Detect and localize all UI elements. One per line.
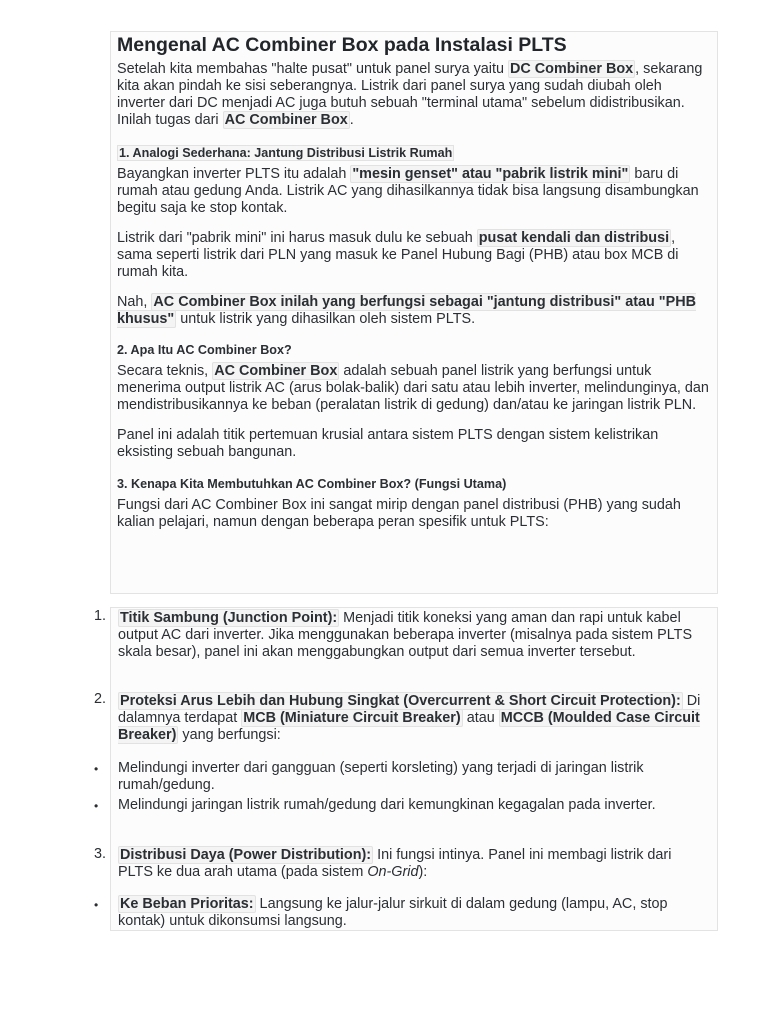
bullet-1-text: Melindungi inverter dari gangguan (seperti korsleting) yang terjadi di jaringan listrik rumah/gedung. [118,760,644,793]
intro-text-1: Setelah kita membahas "halte pusat" untuk panel surya yaitu [117,61,508,77]
section-2-paragraph-2: Panel ini adalah titik pertemuan krusial antara sistem PLTS dengan sistem kelistrikan eksisting sebuah bangunan. [117,427,659,460]
list-item-2-text-1: Di dalamnya terdapat [118,693,701,726]
s1p2-highlight: pusat kendali dan distribusi [478,230,670,246]
list-item-3-text-2: ): [418,864,428,880]
power-distribution-highlight: Distribusi Daya (Power Distribution): [120,847,372,863]
bullet-2-icon: • [94,799,99,813]
mcb-highlight: MCB (Miniature Circuit Breaker) [243,710,461,726]
section-1-heading [117,146,711,161]
list-item-2-text-3: yang berfungsi: [178,727,281,743]
list-item-1-body: Menjadi titik koneksi yang aman dan rapi untuk kabel output AC dari inverter. Jika menggunakan beberapa inverter (misalnya pada sistem PLTS skala besar), panel ini akan menggabungkan output dari semua inverter tersebut. [118,610,693,660]
list-item-3-text [118,847,708,881]
section-1-heading-text: 1. Analogi Sederhana: Jantung Distribusi Listrik Rumah [119,146,453,160]
intro-text-3: . [349,112,354,128]
ac-combiner-box-highlight: AC Combiner Box [224,112,348,128]
intro-text-2: , sekarang kita akan pindah ke sisi seberangnya. Listrik dari panel surya yang sudah diubah oleh inverter dari DC menjadi AC juga butuh sebuah "terminal utama" sebelum didistribusikan. Inilah tugas dari [117,61,703,128]
list-item-2-text-2: atau [462,710,499,726]
section-2-heading: 2. Apa Itu AC Combiner Box? [117,343,292,357]
overcurrent-protection-highlight: Proteksi Arus Lebih dan Hubung Singkat (Overcurrent & Short Circuit Protection): [120,693,681,709]
bullet-3-body: Langsung ke jalur-jalur sirkuit di dalam gedung (lampu, AC, stop kontak) untuk dikonsumsi langsung. [118,896,668,929]
mccb-highlight: MCCB (Moulded Case Circuit Breaker) [118,710,700,743]
junction-point-highlight: Titik Sambung (Junction Point): [120,610,338,626]
s2p1-text-1: Secara teknis, [117,363,213,379]
list-number-2: 2. [94,691,107,707]
list-item-2-text [118,693,708,744]
s1p1-text-2: baru di rumah atau gedung Anda. Listrik AC yang dihasilkannya tidak bisa langsung disambungkan begitu saja ke stop kontak. [117,166,699,216]
priority-load-highlight: Ke Beban Prioritas: [120,896,254,912]
s1p3-highlight: AC Combiner Box inilah yang berfungsi sebagai "jantung distribusi" atau "PHB khusus" [117,294,696,327]
section-2-paragraph-1 [117,363,711,414]
s1p3-text-2: untuk listrik yang dihasilkan oleh sistem PLTS. [176,311,476,327]
list-item-1-text [118,610,708,661]
s1p1-text-1: Bayangkan inverter PLTS itu adalah [117,166,351,182]
section-3-paragraph-1: Fungsi dari AC Combiner Box ini sangat mirip dengan panel distribusi (PHB) yang sudah kalian pelajari, namun dengan beberapa peran spesifik untuk PLTS: [117,497,681,530]
section-3-heading: 3. Kenapa Kita Membutuhkan AC Combiner Box? (Fungsi Utama) [117,477,507,491]
section-1-paragraph-2 [117,230,711,281]
function-list-card [94,607,718,931]
on-grid-emphasis: On-Grid [367,864,419,880]
list-item-3-text-1: Ini fungsi intinya. Panel ini membagi listrik dari PLTS ke dua arah utama (pada sistem [118,847,672,880]
article-title: Mengenal AC Combiner Box pada Instalasi PLTS [117,34,567,56]
bullet-3-icon: • [94,898,99,912]
s2p1-highlight: AC Combiner Box [214,363,338,379]
article-card-main [110,31,718,594]
s1p2-text-1: Listrik dari "pabrik mini" ini harus masuk dulu ke sebuah [117,230,477,246]
s1p1-highlight: "mesin genset" atau "pabrik listrik mini" [352,166,629,182]
bullet-1-icon: • [94,762,99,776]
list-number-1: 1. [94,608,107,624]
section-1-paragraph-1 [117,166,711,217]
bullet-3-text [118,896,708,930]
section-1-paragraph-3 [117,294,711,328]
list-number-3: 3. [94,846,107,862]
bullet-2-text: Melindungi jaringan listrik rumah/gedung dari kemungkinan kegagalan pada inverter. [118,797,656,813]
s1p2-text-2: , sama seperti listrik dari PLN yang masuk ke Panel Hubung Bagi (PHB) atau box MCB di rumah kita. [117,230,679,280]
dc-combiner-box-highlight: DC Combiner Box [510,61,634,77]
intro-paragraph [117,61,711,129]
s2p1-text-2: adalah sebuah panel listrik yang berfungsi untuk menerima output listrik AC (arus bolak-balik) dari satu atau lebih inverter, melindunginya, dan mendistribusikannya ke beban (peralatan listrik di gedung) dan/atau ke jaringan listrik PLN. [117,363,709,413]
s1p3-text-1: Nah, [117,294,152,310]
